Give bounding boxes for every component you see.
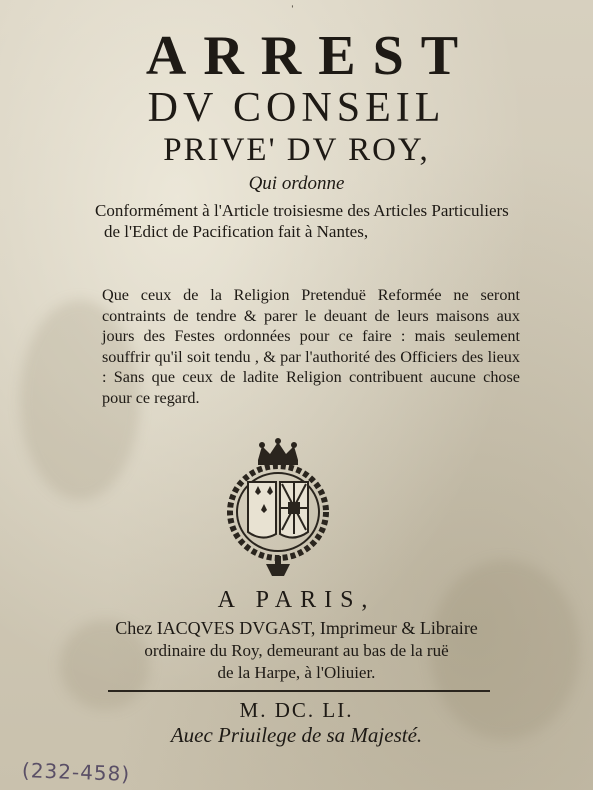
paragraph-ruling: Que ceux de la Religion Pretenduë Reformée ne seront contraints de tendre & parer le deuant de leurs maisons aux jours des Festes ordonnées pour ce faire : mais seulement souffrir qu'il soit tendu , & par l'authorité des Officiers des lieux : Sans que ceux de ladite Religion contribuent aucune chose pour ce regard. <box>102 286 520 407</box>
imprint-city: A PARIS, <box>217 587 376 613</box>
title-line-3: PRIVE' DV ROY, <box>163 132 430 168</box>
shelfmark-annotation: (232-458) <box>21 758 131 786</box>
royal-privilege: Auec Priuilege de sa Majesté. <box>170 723 423 747</box>
pencil-mark: ˈ <box>290 4 295 19</box>
paragraph-article: Conformément à l'Article troisiesme des Articles Particuliers de l'Edict de Pacification fait à Nantes, <box>95 201 509 241</box>
title-line-2: DV CONSEIL <box>147 85 446 131</box>
imprint-printer: Chez IACQVES DVGAST, Imprimeur & Libraire <box>115 618 478 638</box>
title-line-1: ARREST <box>145 25 476 87</box>
publication-year: M. DC. LI. <box>239 698 354 722</box>
title-line-4: Qui ordonne <box>248 173 345 194</box>
imprint-address-2: de la Harpe, à l'Oliuier. <box>217 663 376 682</box>
divider-rule <box>108 690 490 692</box>
imprint-address-1: ordinaire du Roy, demeurant au bas de la ruë <box>144 641 449 660</box>
royal-coat-of-arms-icon <box>226 438 330 578</box>
